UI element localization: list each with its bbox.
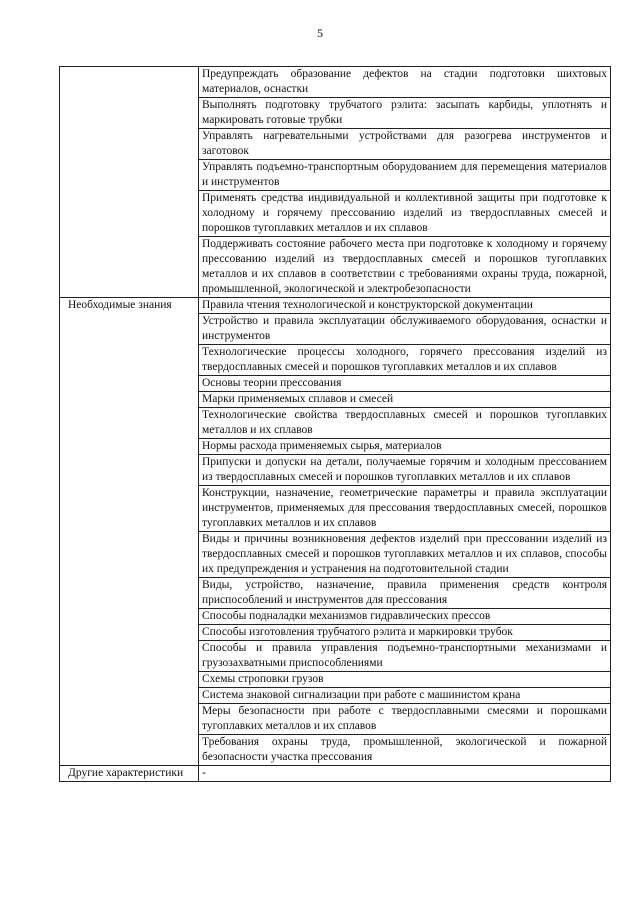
item-cell: Виды, устройство, назначение, правила применения средств контроля приспособлений и инструментов для прессования [199, 578, 611, 609]
item-cell: Поддерживать состояние рабочего места при подготовке к холодному и горячему прессованию изделий из твердосплавных смесей и порошков тугоплавких металлов и их сплавов в соответствии с требованиями охраны труда, пожарной, промышленной, экологической и электробезопасности [199, 237, 611, 298]
category-cell-knowledge [60, 298, 199, 766]
item-cell: Меры безопасности при работе с твердосплавными смесями и порошками тугоплавких металлов и их сплавов [199, 704, 611, 735]
item-cell: Управлять нагревательными устройствами для разогрева инструментов и заготовок [199, 129, 611, 160]
page-number: 5 [317, 26, 323, 40]
item-cell: Система знаковой сигнализации при работе с машинистом крана [199, 688, 611, 704]
item-cell: Основы теории прессования [199, 376, 611, 392]
item-cell: Устройство и правила эксплуатации обслуживаемого оборудования, оснастки и инструментов [199, 314, 611, 345]
item-cell: Предупреждать образование дефектов на стадии подготовки шихтовых материалов, оснастки [199, 67, 611, 98]
item-cell: Управлять подъемно-транспортным оборудованием для перемещения материалов и инструментов [199, 160, 611, 191]
table-row [60, 67, 611, 98]
item-cell: - [199, 766, 611, 782]
category-label: Другие характеристики [68, 767, 184, 779]
requirements-table [59, 66, 611, 782]
item-cell: Выполнять подготовку трубчатого рэлита: засыпать карбиды, уплотнять и маркировать готовые трубки [199, 98, 611, 129]
item-cell: Марки применяемых сплавов и смесей [199, 392, 611, 408]
item-cell: Конструкции, назначение, геометрические параметры и правила эксплуатации инструментов, применяемых для прессования твердосплавных смесей, порошков тугоплавких металлов и их сплавов [199, 486, 611, 532]
item-cell: Виды и причины возникновения дефектов изделий при прессовании изделий из твердосплавных смесей и порошков тугоплавких металлов и их сплавов, способы их предупреждения и устранения на подготовительной стадии [199, 532, 611, 578]
category-cell-other [60, 766, 199, 782]
item-cell: Применять средства индивидуальной и коллективной защиты при подготовке к холодному и горячему прессованию изделий из твердосплавных смесей и порошков тугоплавких металлов и их сплавов [199, 191, 611, 237]
category-cell-continued [60, 67, 199, 298]
item-cell: Схемы строповки грузов [199, 672, 611, 688]
category-label: Необходимые знания [68, 299, 172, 311]
item-cell: Способы и правила управления подъемно-транспортными механизмами и грузозахватными приспособлениями [199, 641, 611, 672]
item-cell: Технологические свойства твердосплавных смесей и порошков тугоплавких металлов и их сплавов [199, 408, 611, 439]
item-cell: Припуски и допуски на детали, получаемые горячим и холодным прессованием из твердосплавных смесей и порошков тугоплавких металлов и их сплавов [199, 455, 611, 486]
requirements-table-body [60, 67, 611, 782]
item-cell: Требования охраны труда, промышленной, экологической и пожарной безопасности участка прессования [199, 735, 611, 766]
table-row [60, 766, 611, 782]
item-cell: Способы изготовления трубчатого рэлита и маркировки трубок [199, 625, 611, 641]
item-cell: Способы подналадки механизмов гидравлических прессов [199, 609, 611, 625]
item-cell: Технологические процессы холодного, горячего прессования изделий из твердосплавных смесей и порошков тугоплавких металлов и их сплавов [199, 345, 611, 376]
item-cell: Правила чтения технологической и конструкторской документации [199, 298, 611, 314]
item-cell: Нормы расхода применяемых сырья, материалов [199, 439, 611, 455]
table-row [60, 298, 611, 314]
